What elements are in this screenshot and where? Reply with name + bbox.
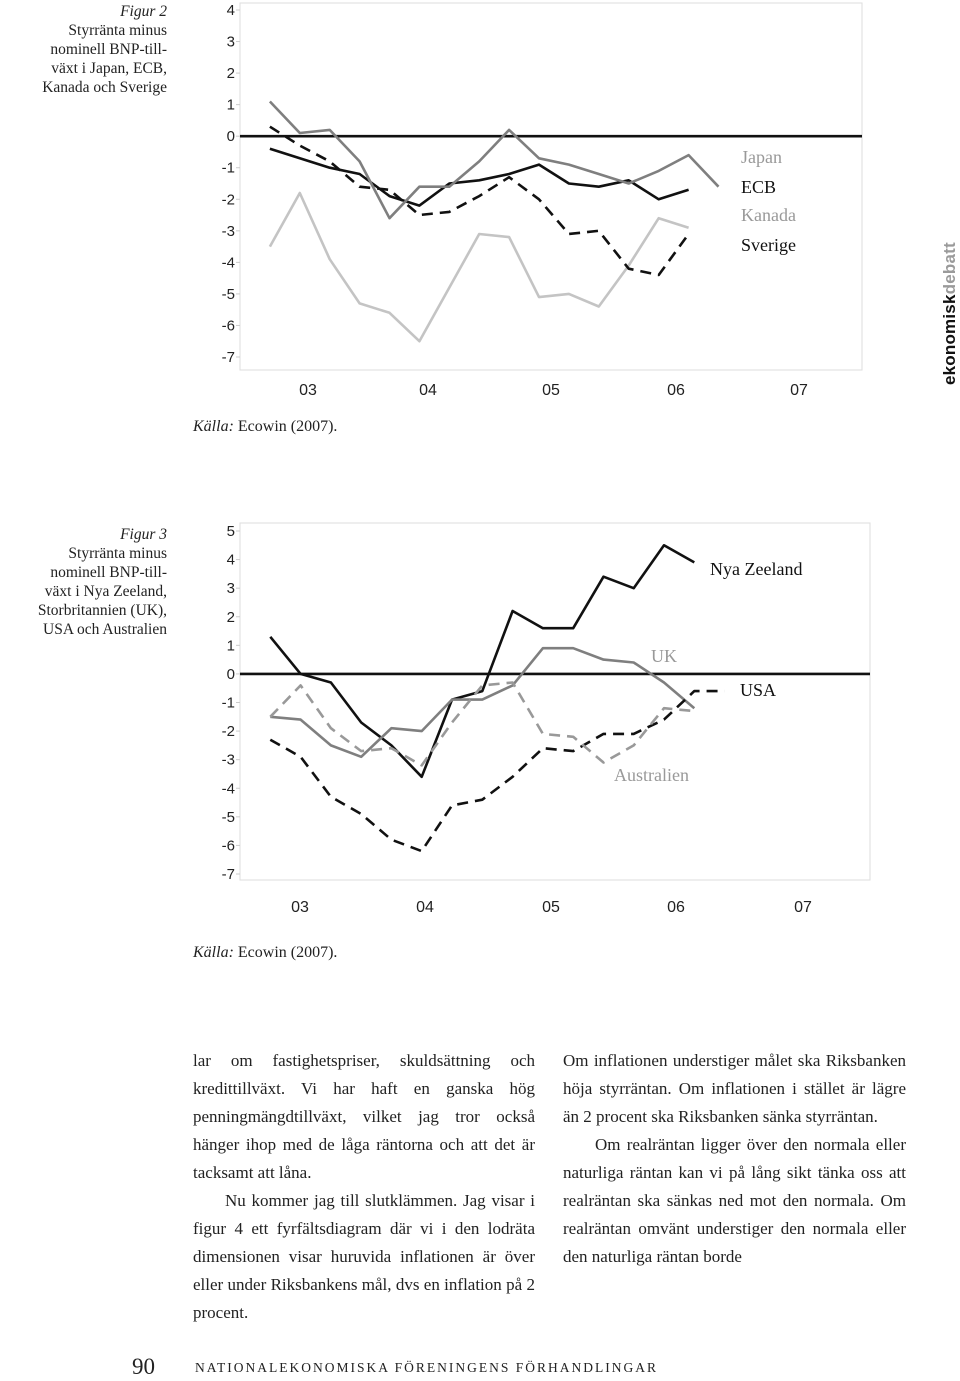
series-label-sverige: Sverige — [741, 235, 796, 255]
x-tick-label: 05 — [542, 899, 560, 916]
y-tick-label: -6 — [221, 837, 235, 855]
series-line-uk — [270, 648, 694, 757]
figure3-source: Källa: Ecowin (2007). — [193, 944, 338, 961]
y-tick-label: 4 — [226, 2, 235, 19]
body-column-right — [563, 1047, 906, 1271]
y-tick-label: -1 — [221, 694, 235, 712]
x-tick-label: 06 — [667, 382, 685, 399]
body-column-left — [193, 1047, 535, 1327]
y-tick-label: -3 — [221, 751, 235, 769]
y-tick-label: -5 — [221, 285, 235, 303]
body-paragraph: Nu kommer jag till slutklämmen. Jag visar i figur 4 ett fyrfältsdiagram där vi i den lodräta dimensionen visar huruvida inflationen är över eller under Riksbankens mål, dvs en inflation på 2 procent. — [193, 1191, 535, 1322]
figure3-caption-line: USA och Australien — [43, 621, 167, 638]
figure2-caption-line: Styrränta minus — [68, 22, 167, 39]
y-tick-label: -7 — [221, 349, 235, 366]
x-tick-label: 03 — [291, 899, 309, 916]
series-label-japan: Japan — [741, 147, 782, 167]
y-tick-label: 1 — [226, 637, 235, 655]
figure2-caption-line: Kanada och Sverige — [42, 79, 167, 96]
series-label-kanada: Kanada — [741, 205, 796, 225]
x-tick-label: 04 — [416, 899, 434, 916]
running-footer: NATIONALEKONOMISKA FÖRENINGENS FÖRHANDLINGAR — [195, 1360, 659, 1375]
body-paragraph: Om realräntan ligger över den normala eller naturliga räntan kan vi på lång sikt tänka oss att realräntan ska sänkas ned mot den normala. Om realräntan omvänt understiger den normala eller den naturliga räntan borde — [563, 1135, 906, 1266]
y-tick-label: 3 — [226, 580, 235, 598]
y-tick-label: -4 — [221, 254, 235, 272]
figure3-caption-line: växt i Nya Zeeland, — [44, 583, 167, 600]
y-tick-label: 2 — [226, 65, 235, 83]
y-tick-label: -3 — [221, 222, 235, 240]
x-tick-label: 06 — [667, 899, 685, 916]
x-tick-label: 07 — [790, 382, 808, 399]
y-tick-label: -1 — [221, 159, 235, 177]
body-paragraph: Om inflationen understiger målet ska Riksbanken höja styrräntan. Om inflationen i stället är lägre än 2 procent ska Riksbanken sänka styrräntan. — [563, 1051, 906, 1126]
y-tick-label: -7 — [221, 866, 235, 883]
figure3-caption-line: nominell BNP-till- — [50, 564, 167, 581]
series-label-nya-zeeland: Nya Zeeland — [710, 559, 803, 579]
figure3-label: Figur 3 — [120, 526, 167, 543]
series-label-australien: Australien — [614, 765, 689, 785]
y-tick-label: -5 — [221, 808, 235, 826]
x-tick-label: 04 — [419, 382, 437, 399]
y-tick-label: 1 — [226, 96, 235, 114]
y-tick-label: -4 — [221, 780, 235, 798]
x-tick-label: 05 — [542, 382, 560, 399]
y-tick-label: 0 — [226, 128, 235, 146]
body-paragraph: lar om fastighetspriser, skuldsättning och kredittillväxt. Vi har haft en ganska hög penningmängdtillväxt, vilket jag tror också hänger ihop med de låga räntorna och att det är tacksamt att låna. — [193, 1051, 535, 1182]
y-tick-label: 2 — [226, 608, 235, 626]
series-label-ecb: ECB — [741, 177, 777, 197]
y-tick-label: -6 — [221, 317, 235, 335]
y-tick-label: 5 — [226, 523, 235, 540]
figure2-label: Figur 2 — [120, 3, 167, 20]
ekonomiskdebatt-logo: ekonomiskdebatt — [940, 242, 959, 385]
y-tick-label: 4 — [226, 551, 235, 569]
y-tick-label: -2 — [221, 191, 235, 209]
figure2-caption-line: nominell BNP-till- — [50, 41, 167, 58]
page-number: 90 — [132, 1354, 155, 1379]
y-tick-label: 0 — [226, 665, 235, 683]
x-tick-label: 07 — [794, 899, 812, 916]
figure2-source: Källa: Ecowin (2007). — [193, 418, 338, 435]
figure3-caption-line: Storbritannien (UK), — [37, 602, 167, 619]
y-tick-label: 3 — [226, 33, 235, 51]
series-label-usa: USA — [740, 680, 777, 700]
x-tick-label: 03 — [299, 382, 317, 399]
series-line-australien — [270, 683, 694, 766]
series-label-uk: UK — [651, 646, 677, 666]
y-tick-label: -2 — [221, 723, 235, 741]
figure3-caption-line: Styrränta minus — [68, 545, 167, 562]
figure2-caption-line: växt i Japan, ECB, — [51, 60, 167, 77]
